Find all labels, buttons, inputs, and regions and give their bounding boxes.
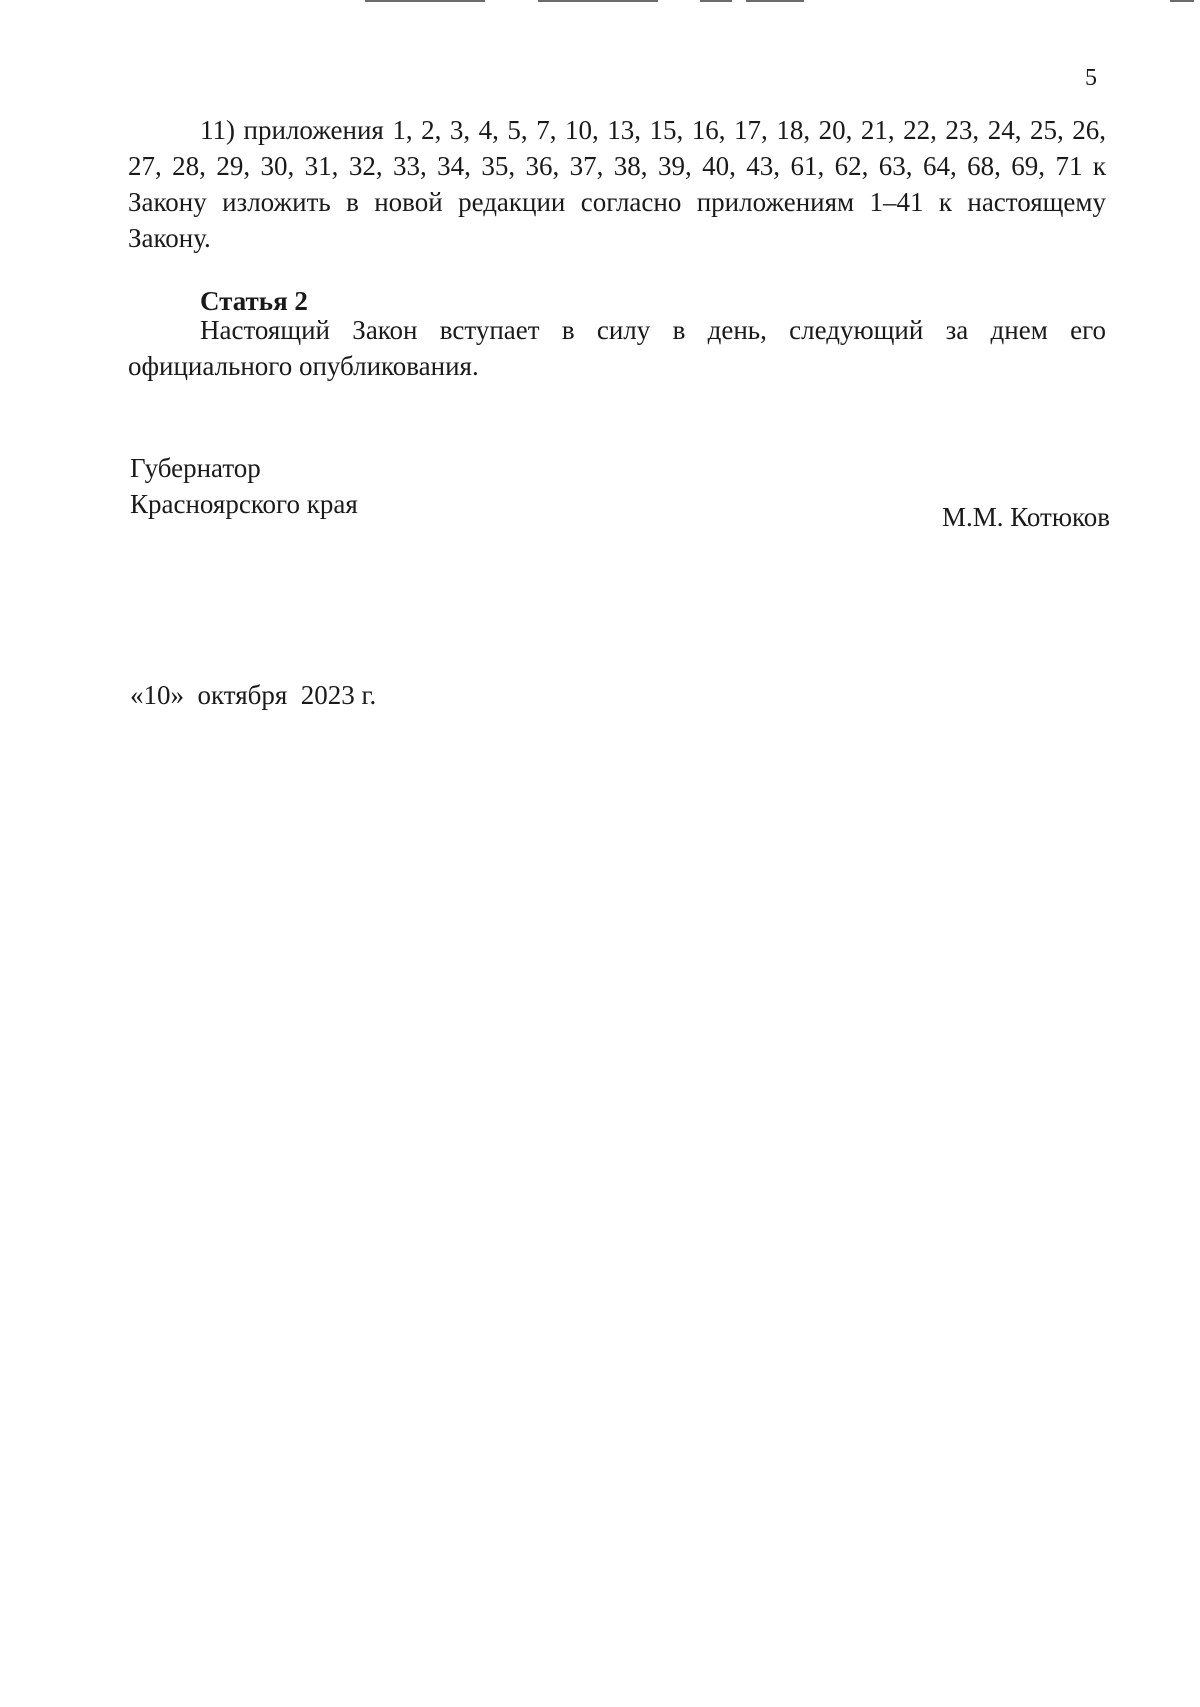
scan-mark (538, 0, 658, 2)
scan-mark (700, 0, 732, 2)
signer-name: М.М. Котюков (941, 502, 1110, 532)
page-number: 5 (1085, 65, 1097, 91)
scan-artifacts (0, 0, 1200, 6)
scan-mark (1170, 0, 1194, 2)
signer-title (130, 450, 358, 522)
article-heading: Статья 2 (200, 286, 308, 316)
signing-date: «10» октября 2023 г. (130, 680, 377, 710)
paragraph-text: 11) приложения 1, 2, 3, 4, 5, 7, 10, 13, 15, 16, 17, 18, 20, 21, 22, 23, 24, 25, 26, 27, 28, 29, 30, 31, 32, 33, 34, 35, 36, 37, 38, 39, 40, 43, 61, 62, 63, 64, 68, 69, 71 к Закону изложить в новой редакции согласно приложениям 1–41 к настоящему Закону. (128, 115, 1106, 253)
signer-title-line-1: Губернатор (130, 453, 261, 483)
article-text: Настоящий Закон вступает в силу в день, следующий за днем его официального опубликования. (128, 315, 1106, 381)
amendment-paragraph (128, 112, 1106, 256)
scan-mark (365, 0, 485, 2)
signer-title-line-2: Красноярского края (130, 489, 358, 519)
scan-mark (746, 0, 804, 2)
article-body (128, 312, 1106, 384)
